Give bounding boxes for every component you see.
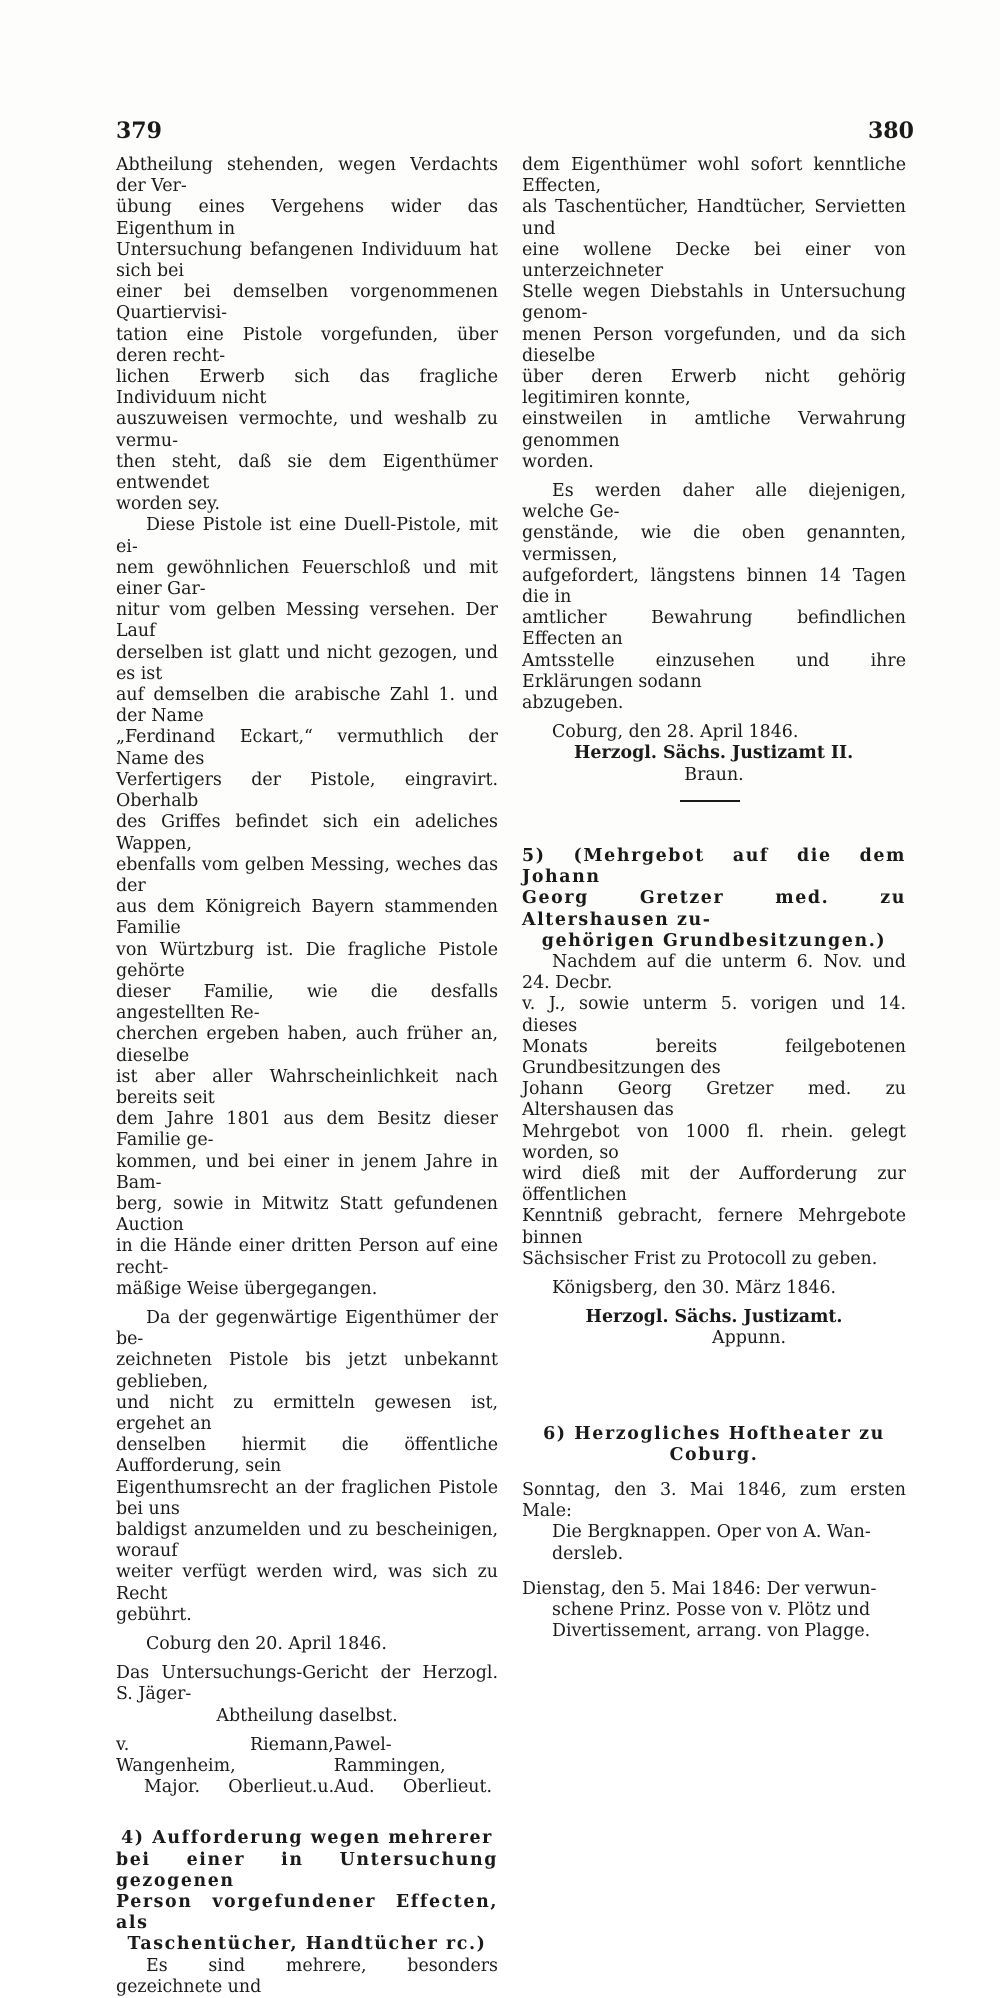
left-column (116, 155, 498, 1998)
owner-summons (522, 481, 906, 714)
text-line: des Griffes befindet sich ein adeliches Wappen, (116, 812, 498, 854)
text-line: übung eines Vergehens wider das Eigenthum in (116, 197, 498, 239)
issuing-office: Herzogl. Sächs. Justizamt. (585, 1307, 843, 1328)
text-line: v. J., sowie unterm 5. vorigen und 14. dieses (522, 994, 906, 1036)
text-line: nem gewöhnlichen Feuerschloß und mit einer Gar- (116, 557, 498, 600)
text-line: denselben hiermit die öffentliche Aufforderung, sein (116, 1435, 498, 1477)
text-line: Divertissement, arrang. von Plagge. (552, 1621, 871, 1642)
text-line: Monats bereits feilgebotenen Grundbesitzungen des (522, 1036, 906, 1078)
text-line: then steht, daß sie dem Eigenthümer entwendet (116, 451, 498, 494)
text-line: ist aber aller Wahrscheinlichkeit nach bereits seit (116, 1066, 498, 1108)
signatory-rank: Major. (144, 1777, 200, 1798)
right-column (522, 155, 906, 1642)
page-number-right: 380 (868, 118, 914, 144)
dateline: Coburg den 20. April 1846. (146, 1634, 387, 1655)
notice-6-heading: 6) Herzogliches Hoftheater zu Coburg. (543, 1423, 885, 1465)
signatory-rank: Oberlieut. (402, 1777, 492, 1798)
text-line: tation eine Pistole vorgefunden, über deren recht- (116, 324, 498, 366)
heading-line: Person vorgefundener Effecten, als (116, 1892, 498, 1934)
text-line: derselben ist glatt und nicht gezogen, und es ist (116, 642, 498, 684)
page-number-left: 379 (116, 118, 162, 144)
text-line: Sächsischer Frist zu Protocoll zu geben. (522, 1248, 878, 1269)
text-line: Dienstag, den 5. Mai 1846: Der verwun- (522, 1578, 877, 1599)
text-line: Eigenthumsrecht an der fraglichen Pistole bei uns (116, 1477, 498, 1519)
heading-line: Georg Gretzer med. zu Altershausen zu- (522, 888, 906, 930)
heading-line: gehörigen Grundbesitzungen.) (541, 930, 887, 951)
text-line: menen Person vorgefunden, und da sich dieselbe (522, 324, 906, 366)
heading-line: 5) (Mehrgebot auf die dem Johann (522, 845, 906, 888)
text-line: Kenntniß gebracht, fernere Mehrgebote binnen (522, 1206, 906, 1248)
sunday-performance (522, 1480, 906, 1565)
text-line: Die Bergknappen. Oper von A. Wan- (552, 1522, 871, 1543)
text-line: Es werden daher alle diejenigen, welche Ge- (522, 481, 906, 523)
text-line: eine wollene Decke bei einer von unterzeichneter (522, 239, 906, 282)
text-line: Johann Georg Gretzer med. zu Altershausen das (522, 1079, 906, 1121)
text-line: amtlicher Bewahrung befindlichen Effecten an (522, 608, 906, 650)
text-line: mäßige Weise übergegangen. (116, 1278, 378, 1299)
text-line: dersleb. (552, 1543, 624, 1564)
tuesday-performance (522, 1579, 906, 1643)
text-line: Nachdem auf die unterm 6. Nov. und 24. Decbr. (522, 951, 906, 994)
text-line: Da der gegenwärtige Eigenthümer der be- (116, 1307, 498, 1350)
signatories (116, 1735, 498, 1777)
text-line: zeichneten Pistole bis jetzt unbekannt geblieben, (116, 1350, 498, 1392)
text-line: gebührt. (116, 1604, 192, 1625)
signatory-name: Braun. (684, 764, 744, 785)
heading-line: bei einer in Untersuchung gezogenen (116, 1849, 498, 1891)
text-line: einer bei demselben vorgenommenen Quartiervisi- (116, 282, 498, 324)
text-line: wird dieß mit der Aufforderung zur öffentlichen (522, 1163, 906, 1206)
heading-line: 4) Aufforderung wegen mehrerer (121, 1828, 493, 1849)
heading-line: Taschentücher, Handtücher rc.) (127, 1934, 487, 1955)
text-line: cherchen ergeben haben, auch früher an, dieselbe (116, 1024, 498, 1066)
text-line: von Würtzburg ist. Die fragliche Pistole gehörte (116, 939, 498, 981)
text-line: als Taschentücher, Handtücher, Servietten und (522, 197, 906, 239)
text-line: worden sey. (116, 494, 221, 515)
signatory-name: Appunn. (712, 1328, 786, 1349)
text-line: Es sind mehrere, besonders gezeichnete und (116, 1955, 498, 1997)
text-line: kommen, und bei einer in jenem Jahre in Bam- (116, 1151, 498, 1193)
issuing-court: Das Untersuchungs-Gericht der Herzogl. S. Jäger- (116, 1663, 498, 1705)
text-line: nitur vom gelben Messing versehen. Der Lauf (116, 600, 498, 642)
text-line: „Ferdinand Eckart,“ vermuthlich der Name des (116, 727, 498, 769)
text-line: weiter verfügt werden wird, was sich zu Recht (116, 1562, 498, 1604)
text-line: genstände, wie die oben genannten, vermissen, (522, 523, 906, 565)
text-line: Amtsstelle einzusehen und ihre Erklärungen sodann (522, 650, 906, 692)
signatory-name: Pawel-Rammingen, (333, 1734, 446, 1777)
text-line: schene Prinz. Posse von v. Plötz und (552, 1599, 871, 1620)
text-line: Mehrgebot von 1000 fl. rhein. gelegt worden, so (522, 1121, 906, 1163)
pistol-description (116, 515, 498, 1300)
signatory-name: Riemann, (250, 1734, 334, 1755)
notice-5-heading (522, 846, 906, 952)
text-line: Untersuchung befangenen Individuum hat sich bei (116, 239, 498, 282)
issuing-court-line-2: Abtheilung daselbst. (216, 1705, 398, 1726)
text-line: Verfertigers der Pistole, eingravirt. Oberhalb (116, 769, 498, 812)
notice-4-heading (116, 1828, 498, 1955)
dateline: Königsberg, den 30. März 1846. (552, 1277, 837, 1298)
text-line: über deren Erwerb nicht gehörig legitimiren konnte, (522, 367, 906, 409)
text-line: Abtheilung stehenden, wegen Verdachts der Ver- (116, 155, 498, 197)
signatory-name: v. Wangenheim, (116, 1734, 236, 1777)
text-line: baldigst anzumelden und zu bescheinigen, worauf (116, 1520, 498, 1562)
text-line: abzugeben. (522, 693, 624, 714)
text-line: einstweilen in amtliche Verwahrung genommen (522, 409, 906, 451)
higher-bid-text (522, 952, 906, 1270)
text-line: Sonntag, den 3. Mai 1846, zum ersten Male: (522, 1479, 906, 1522)
text-line: aus dem Königreich Bayern stammenden Familie (116, 897, 498, 939)
text-line: berg, sowie in Mitwitz Statt gefundenen Auction (116, 1193, 498, 1236)
text-line: worden. (522, 451, 594, 472)
text-line: in die Hände einer dritten Person auf eine recht- (116, 1236, 498, 1278)
public-summons (116, 1308, 498, 1626)
notice-4-continuation (522, 155, 906, 473)
text-line: dieser Familie, wie die desfalls angestellten Re- (116, 981, 498, 1024)
text-line: aufgefordert, längstens binnen 14 Tagen die in (522, 565, 906, 608)
text-line: auf demselben die arabische Zahl 1. und der Name (116, 685, 498, 727)
text-line: Stelle wegen Diebstahls in Untersuchung genom- (522, 282, 906, 324)
text-line: Diese Pistole ist eine Duell-Pistole, mit ei- (116, 515, 498, 557)
text-line: lichen Erwerb sich das fragliche Individuum nicht (116, 367, 498, 409)
notice-3-continuation (116, 155, 498, 515)
text-line: auszuweisen vermochte, und weshalb zu vermu- (116, 409, 498, 451)
issuing-office: Herzogl. Sächs. Justizamt II. (574, 743, 854, 764)
dateline: Coburg, den 28. April 1846. (552, 722, 799, 743)
text-line: dem Jahre 1801 aus dem Besitz dieser Familie ge- (116, 1109, 498, 1151)
text-line: und nicht zu ermitteln gewesen ist, ergehet an (116, 1392, 498, 1434)
signatory-rank: Oberlieut.u.Aud. (228, 1777, 375, 1798)
text-line: dem Eigenthümer wohl sofort kenntliche Effecten, (522, 155, 906, 197)
signatory-ranks (116, 1777, 498, 1798)
text-line: ebenfalls vom gelben Messing, weches das der (116, 854, 498, 896)
